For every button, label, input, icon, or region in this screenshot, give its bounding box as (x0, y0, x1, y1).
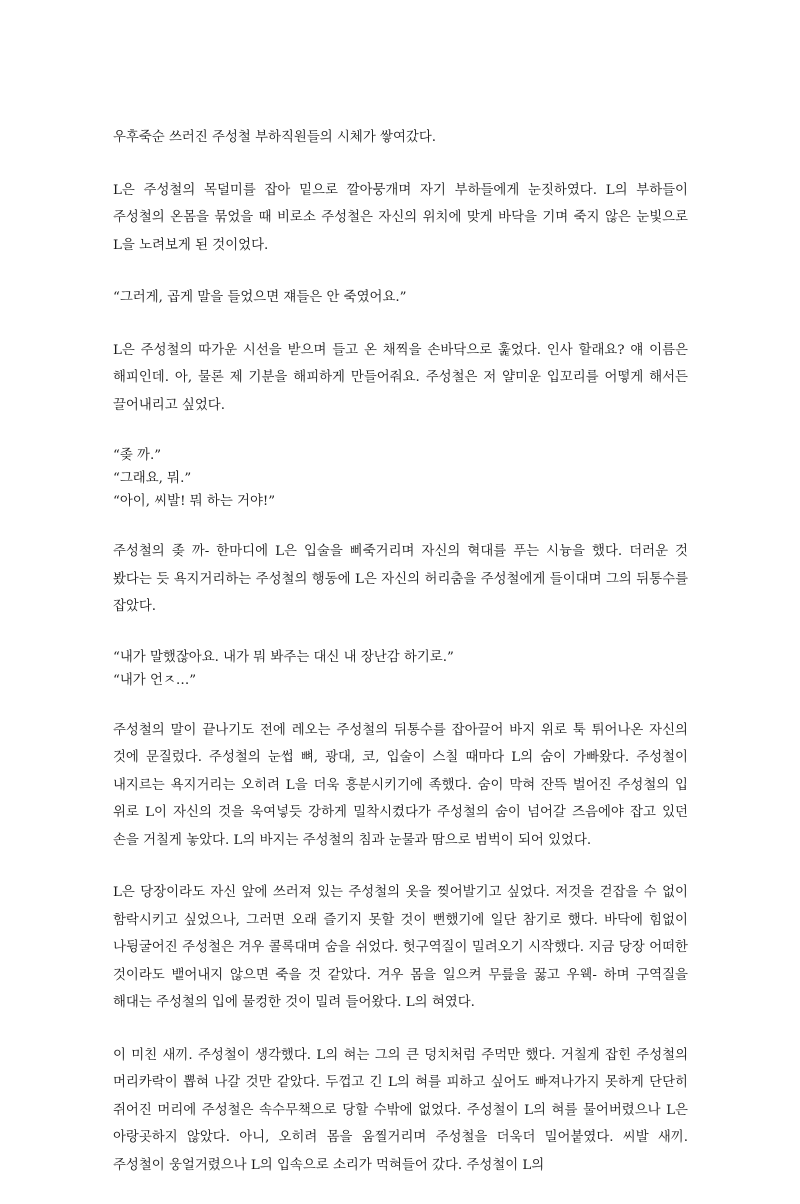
paragraph: L은 주성철의 목덜미를 잡아 밑으로 깔아뭉개며 자기 부하들에게 눈짓하였다. L의 부하들이 주성철의 온몸을 묶었을 때 비로소 주성철은 자신의 위치에 맞게 바닥을 기며 죽지 않은 눈빛으로 L을 노려보게 된 것이었다. (113, 182, 688, 253)
document-body (113, 124, 688, 1204)
dialogue-block (113, 646, 688, 692)
dialogue-line: “아이, 씨발! 뭐 하는 거야!” (113, 494, 276, 509)
paragraph: 주성철의 말이 끝나기도 전에 레오는 주성철의 뒤통수를 잡아끌어 바지 위로 툭 튀어나온 자신의 것에 문질렀다. 주성철의 눈썹 뼈, 광대, 코, 입술이 스칠 때마다 L의 숨이 가빠왔다. 주성철이 내지르는 욕지거리는 오히려 L을 더욱 흥분시키기에 족했다. 숨이 막혀 잔뜩 벌어진 주성철의 입 위로 L이 자신의 것을 욱여넣듯 강하게 밀착시켰다가 주성철의 숨이 넘어갈 즈음에야 잡고 있던 손을 거칠게 놓았다. L의 바지는 주성철의 침과 눈물과 땀으로 범벅이 되어 있었다. (113, 722, 688, 848)
dialogue-line: “좆 까.” (113, 448, 162, 463)
paragraph: 주성철의 좆 까- 한마디에 L은 입술을 삐죽거리며 자신의 혁대를 푸는 시늉을 했다. 더러운 것 봤다는 듯 욕지거리하는 주성철의 행동에 L은 자신의 허리춤을 주성철에게 들이대며 그의 뒤통수를 잡았다. (113, 544, 688, 614)
paragraph: 우후죽순 쓰러진 주성철 부하직원들의 시체가 쌓여갔다. (113, 130, 437, 145)
paragraph: 이 미친 새끼. 주성철이 생각했다. L의 혀는 그의 큰 덩치처럼 주먹만 했다. 거칠게 잡힌 주성철의 머리카락이 뽑혀 나갈 것만 같았다. 두껍고 긴 L의 혀를 피하고 싶어도 빠져나가지 못하게 단단히 쥐어진 머리에 주성철은 속수무책으로 당할 수밖에 없었다. 주성철이 L의 혀를 물어버렸으나 L은 아랑곳하지 않았다. 아니, 오히려 몸을 움찔거리며 주성철을 더욱더 밀어붙였다. 씨발 새끼. 주성철이 웅얼거렸으나 L의 입속으로 소리가 먹혀들어 갔다. 주성철이 L의 (113, 1047, 688, 1173)
dialogue-block (113, 444, 688, 513)
paragraph: L은 당장이라도 자신 앞에 쓰러져 있는 주성철의 옷을 찢어발기고 싶었다. 저것을 걷잡을 수 없이 함락시키고 싶었으나, 그러면 오래 즐기지 못할 것이 뻔했기에 일단 참기로 했다. 바닥에 힘없이 나뒹굴어진 주성철은 겨우 콜록대며 숨을 쉬었다. 헛구역질이 밀려오기 시작했다. 지금 당장 어떠한 것이라도 뱉어내지 않으면 죽을 것 같았다. 겨우 몸을 일으켜 무릎을 꿇고 우웩- 하며 구역질을 해대는 주성철의 입에 물컹한 것이 밀려 들어왔다. L의 혀였다. (113, 885, 688, 1010)
dialogue-line: “그러게, 곱게 말을 들었으면 쟤들은 안 죽였어요.” (113, 290, 407, 305)
dialogue-line: “내가 언ㅈ…” (113, 672, 197, 688)
paragraph: L은 주성철의 따가운 시선을 받으며 들고 온 채찍을 손바닥으로 훑었다. 인사 할래요? 얘 이름은 해피인데. 아, 물론 제 기분을 해피하게 만들어줘요. 주성철은 저 얄미운 입꼬리를 어떻게 해서든 끌어내리고 싶었다. (113, 342, 688, 413)
dialogue-line: “그래요, 뭐.” (113, 471, 192, 486)
dialogue-line: “내가 말했잖아요. 내가 뭐 봐주는 대신 내 장난감 하기로.” (113, 649, 454, 665)
